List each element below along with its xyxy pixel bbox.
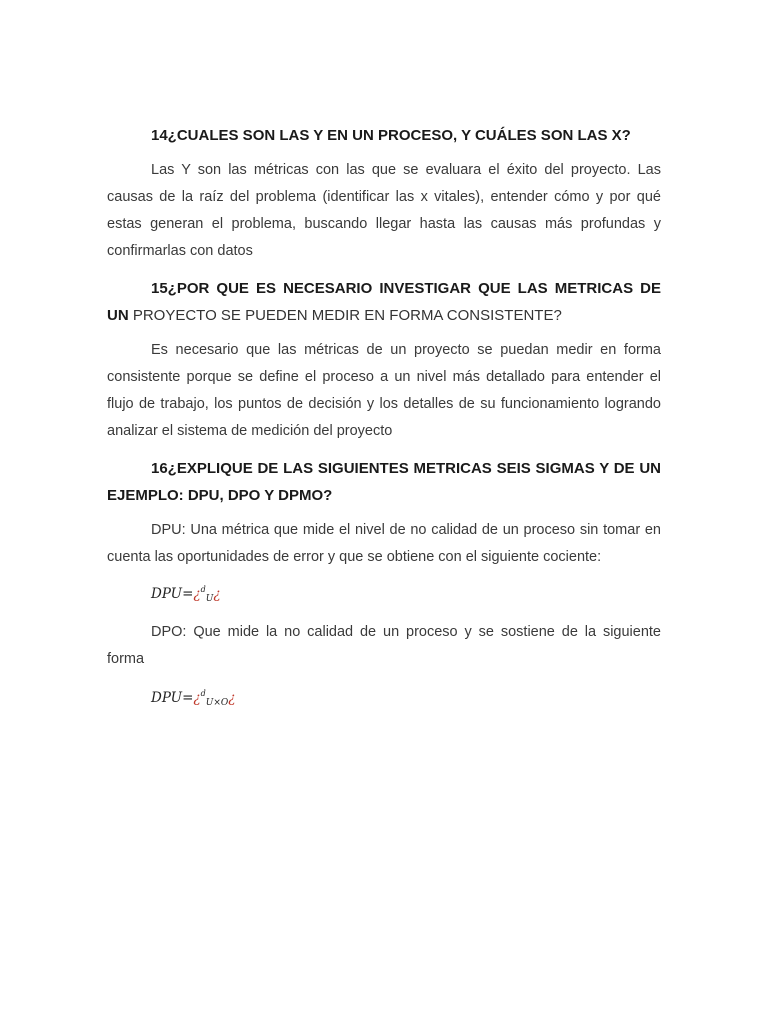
answer-14-paragraph: Las Y son las métricas con las que se evaluara el éxito del proyecto. Las causas de la raíz del problema (identificar las x vitales), entender cómo y por qué estas generan el problema, buscando llegar hasta las causas más profundas y confirmarlas con datos bbox=[107, 162, 661, 259]
formula-subscript: U×O bbox=[205, 698, 229, 708]
formula-equals: = bbox=[182, 690, 194, 706]
formula-close-mark: ¿ bbox=[213, 586, 221, 602]
formula-equals: = bbox=[182, 586, 194, 602]
formula-close-mark: ¿ bbox=[228, 690, 236, 706]
question-15-heading-bold: 15¿POR QUE ES NECESARIO INVESTIGAR QUE LAS METRICAS DE UN bbox=[107, 280, 661, 324]
formula-superscript: d bbox=[200, 689, 206, 698]
question-15-heading bbox=[107, 275, 661, 329]
question-16-heading: 16¿EXPLIQUE DE LAS SIGUIENTES METRICAS SEIS SIGMAS Y DE UN EJEMPLO: DPU, DPO Y DPMO? bbox=[107, 460, 661, 504]
formula-superscript: d bbox=[200, 585, 206, 594]
question-14-heading: 14¿CUALES SON LAS Y EN UN PROCESO, Y CUÁLES SON LAS X? bbox=[151, 127, 631, 144]
question-15-heading-tail: PROYECTO SE PUEDEN MEDIR EN FORMA CONSISTENTE? bbox=[128, 307, 562, 324]
formula-open-mark: ¿ bbox=[193, 586, 201, 602]
document-page bbox=[107, 122, 661, 713]
dpu-formula bbox=[151, 579, 661, 609]
formula-lhs: DPU bbox=[151, 586, 183, 602]
answer-15-paragraph: Es necesario que las métricas de un proyecto se puedan medir en forma consistente porque se define el proceso a un nivel más detallado para entender el flujo de trabajo, los puntos de decisión y los detalles de su funcionamiento logrando analizar el sistema de medición del proyecto bbox=[107, 342, 661, 439]
dpo-formula bbox=[151, 683, 661, 713]
formula-lhs: DPU bbox=[151, 690, 183, 706]
dpo-definition-paragraph: DPO: Que mide la no calidad de un proceso y se sostiene de la siguiente forma bbox=[107, 624, 661, 667]
dpu-definition-paragraph: DPU: Una métrica que mide el nivel de no calidad de un proceso sin tomar en cuenta las oportunidades de error y que se obtiene con el siguiente cociente: bbox=[107, 522, 661, 565]
formula-open-mark: ¿ bbox=[193, 690, 201, 706]
formula-subscript: U bbox=[205, 594, 214, 604]
